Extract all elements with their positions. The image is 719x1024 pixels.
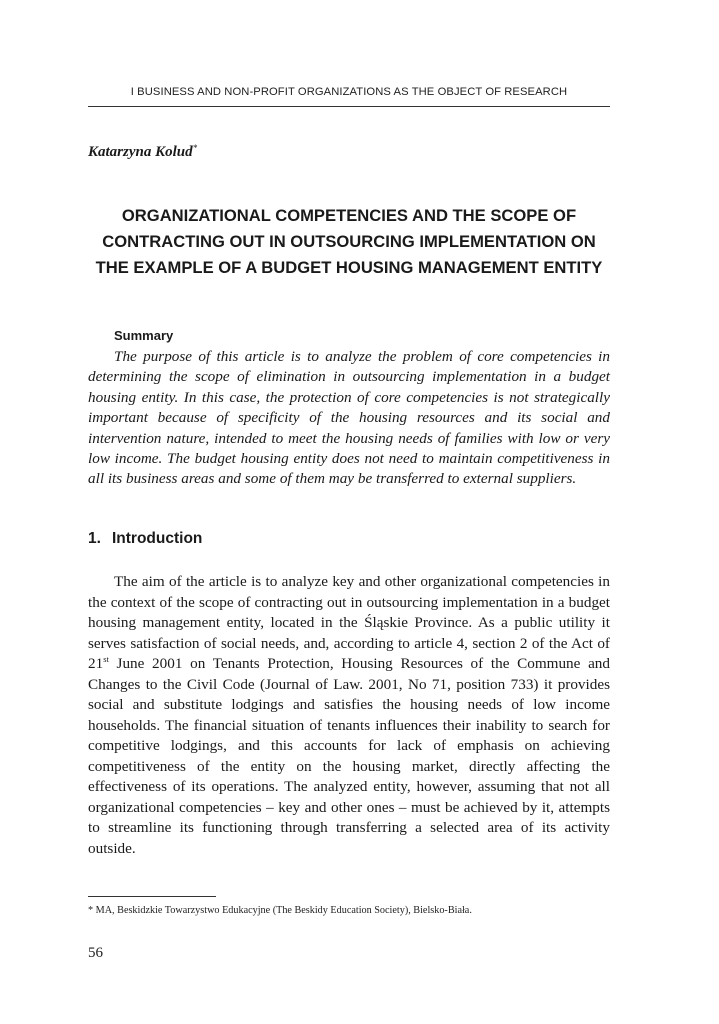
header-rule (88, 106, 610, 107)
page-number: 56 (88, 945, 103, 961)
author-line (88, 144, 197, 161)
summary-label: Summary (114, 328, 174, 343)
body-text-part2: June 2001 on Tenants Protection, Housing Resources of the Commune and Changes to the Civil Code (Journal of Law. 2001, No 71, position 733) it provides social and substitute lodgings and satisfies the housing needs of low income households. The financial situation of tenants influences their inability to search for competitive lodgings, and this accounts for lack of emphasis on achieving competitiveness of the entity on the housing market, directly affecting the effectiveness of its operations. The analyzed entity, however, assuming that not all organizational competencies – key and other ones – must be achieved by it, attempts to streamline its functioning through transferring a selected area of its activity outside. (88, 655, 610, 857)
section-heading (88, 530, 202, 548)
footnote-rule (88, 896, 216, 897)
author-footnote-marker: * (192, 143, 198, 153)
section-number: 1. (88, 530, 101, 547)
footnote: * MA, Beskidzkie Towarzystwo Edukacyjne (The Beskidy Education Society), Bielsko-Biała. (88, 905, 472, 916)
running-header: I BUSINESS AND NON-PROFIT ORGANIZATIONS AS THE OBJECT OF RESEARCH (130, 86, 568, 98)
summary-text: The purpose of this article is to analyze the problem of core competencies in determining the scope of elimination in outsourcing implementation in a budget housing entity. In this case, the protection of core competencies is not strategically important because of specificity of the housing resources and its social and intervention nature, intended to meet the housing needs of families with low or very low income. The budget housing entity does not need to maintain competitiveness in all its business areas and some of them may be transferred to external suppliers. (88, 348, 610, 488)
body-paragraph (88, 572, 610, 859)
body-text-part1: The aim of the article is to analyze key and other organizational competencies in the context of the scope of contracting out in outsourcing implementation in a budget housing management entity, located in the Śląskie Province. As a public utility it serves satisfaction of social needs, and, according to article 4, section 2 of the Act of 21 (88, 573, 610, 672)
article-title: ORGANIZATIONAL COMPETENCIES AND THE SCOPE OF CONTRACTING OUT IN OUTSOURCING IMPLEMENTATION ON THE EXAMPLE OF A BUDGET HOUSING MANAGEMENT ENTITY (95, 206, 603, 277)
body-ordinal-suffix: st (103, 654, 109, 664)
section-title: Introduction (112, 530, 203, 547)
author-name: Katarzyna Kolud (88, 144, 193, 160)
